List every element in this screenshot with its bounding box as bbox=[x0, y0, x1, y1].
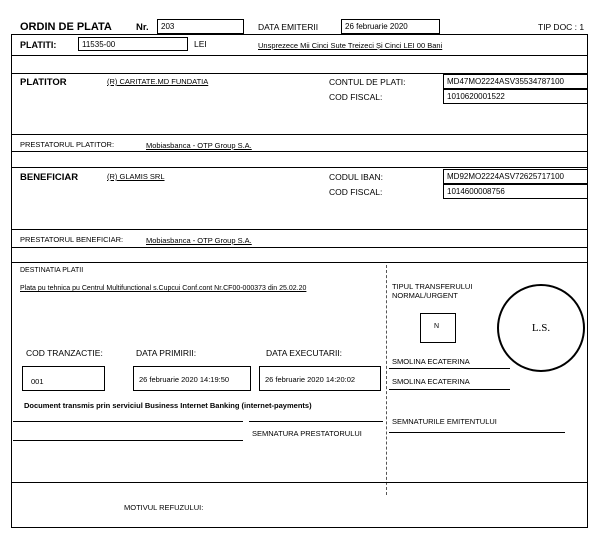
data-primirii-value: 26 februarie 2020 14:19:50 bbox=[139, 375, 230, 384]
platitor-fiscal-value: 1010620001522 bbox=[447, 92, 505, 101]
semnaturile-emitentului: SEMNATURILE EMITENTULUI bbox=[392, 417, 497, 426]
divider-destinatie-top bbox=[11, 262, 588, 263]
signature-line-4 bbox=[389, 432, 565, 433]
cod-tranzactie-label: COD TRANZACTIE: bbox=[26, 348, 103, 358]
document-title: ORDIN DE PLATA bbox=[20, 21, 112, 33]
signature-line-3 bbox=[13, 440, 243, 441]
divider-bottom bbox=[11, 482, 588, 483]
tip-doc: TIP DOC : 1 bbox=[538, 22, 585, 32]
stamp-label: L.S. bbox=[531, 322, 551, 334]
cod-tranzactie-field bbox=[22, 366, 105, 391]
transmission-note: Document transmis prin serviciul Business Internet Banking (internet-payments) bbox=[24, 401, 312, 410]
amount-words: Unsprezece Mii Cinci Sute Treizeci Și Cinci LEI 00 Bani bbox=[258, 41, 443, 50]
prestator-beneficiar-label: PRESTATORUL BENEFICIAR: bbox=[20, 235, 124, 244]
transfer-label-2: NORMAL/URGENT bbox=[392, 291, 458, 300]
currency-label: LEI bbox=[194, 39, 207, 49]
beneficiar-iban-label: CODUL IBAN: bbox=[329, 172, 384, 182]
dotted-separator bbox=[386, 265, 387, 495]
platitor-account-value: MD47MO2224ASV35534787100 bbox=[447, 77, 564, 86]
signer-line-2 bbox=[389, 389, 510, 390]
signature-line-2 bbox=[249, 421, 383, 422]
prestator-platitor-value: Mobiasbanca - OTP Group S.A. bbox=[146, 141, 252, 150]
amount-field bbox=[78, 37, 188, 51]
form-frame bbox=[11, 34, 588, 528]
platitor-label: PLATITOR bbox=[20, 77, 67, 88]
divider-beneficiar-bottom bbox=[11, 229, 588, 230]
semnatura-prestatorului: SEMNATURA PRESTATORULUI bbox=[252, 429, 362, 438]
beneficiar-name: (R) GLAMIS SRL bbox=[107, 172, 165, 181]
transfer-label-1: TIPUL TRANSFERULUI bbox=[392, 282, 473, 291]
beneficiar-fiscal-field bbox=[443, 184, 588, 199]
platiti-label: PLATITI: bbox=[20, 40, 57, 50]
destinatie-text: Plata pu tehnica pu Centrul Multifunctional s.Cupcui Conf.cont Nr.CF00-000373 din 25.02.20 bbox=[20, 285, 307, 292]
prestator-beneficiar-value: Mobiasbanca - OTP Group S.A. bbox=[146, 236, 252, 245]
data-executarii-value: 26 februarie 2020 14:20:02 bbox=[265, 375, 356, 384]
date-field bbox=[341, 19, 440, 34]
beneficiar-label: BENEFICIAR bbox=[20, 172, 79, 183]
platitor-name: (R) CARITATE.MD FUNDATIA bbox=[107, 77, 209, 86]
platitor-account-field bbox=[443, 74, 588, 89]
data-executarii-label: DATA EXECUTARII: bbox=[266, 348, 343, 358]
transfer-type-value: N bbox=[434, 323, 440, 330]
stamp-circle bbox=[497, 284, 585, 372]
data-primirii-field bbox=[133, 366, 251, 391]
signer-line-1 bbox=[389, 368, 510, 369]
cod-tranzactie-value: 001 bbox=[31, 377, 44, 386]
date-value: 26 februarie 2020 bbox=[345, 22, 408, 31]
signature-line-1 bbox=[13, 421, 243, 422]
nr-value: 203 bbox=[161, 22, 175, 31]
prestator-platitor-label: PRESTATORUL PLATITOR: bbox=[20, 140, 115, 149]
nr-label: Nr. bbox=[136, 22, 149, 33]
destinatie-label: DESTINATIA PLATII bbox=[20, 267, 84, 274]
divider-prestator-beneficiar bbox=[11, 247, 588, 248]
beneficiar-iban-field bbox=[443, 169, 588, 184]
signer-name-1: SMOLINA ECATERINA bbox=[392, 357, 470, 366]
beneficiar-fiscal-value: 1014600008756 bbox=[447, 187, 505, 196]
divider-prestator-platitor bbox=[11, 151, 588, 152]
platitor-fiscal-label: COD FISCAL: bbox=[329, 92, 383, 102]
platitor-fiscal-field bbox=[443, 89, 588, 104]
signer-name-2: SMOLINA ECATERINA bbox=[392, 377, 470, 386]
motivul-refuzului: MOTIVUL REFUZULUI: bbox=[124, 503, 204, 512]
transfer-type-field bbox=[420, 313, 456, 343]
data-primirii-label: DATA PRIMIRII: bbox=[136, 348, 197, 358]
beneficiar-fiscal-label: COD FISCAL: bbox=[329, 187, 383, 197]
divider-beneficiar-top bbox=[11, 167, 588, 168]
nr-field bbox=[157, 19, 244, 34]
amount-value: 11535-00 bbox=[82, 40, 116, 49]
divider-platiti bbox=[11, 55, 588, 56]
date-label: DATA EMITERII bbox=[258, 22, 319, 32]
beneficiar-iban-value: MD92MO2224ASV72625717100 bbox=[447, 172, 564, 181]
platitor-account-label: CONTUL DE PLATI: bbox=[329, 77, 406, 87]
divider-platitor-bottom bbox=[11, 134, 588, 135]
data-executarii-field bbox=[259, 366, 381, 391]
